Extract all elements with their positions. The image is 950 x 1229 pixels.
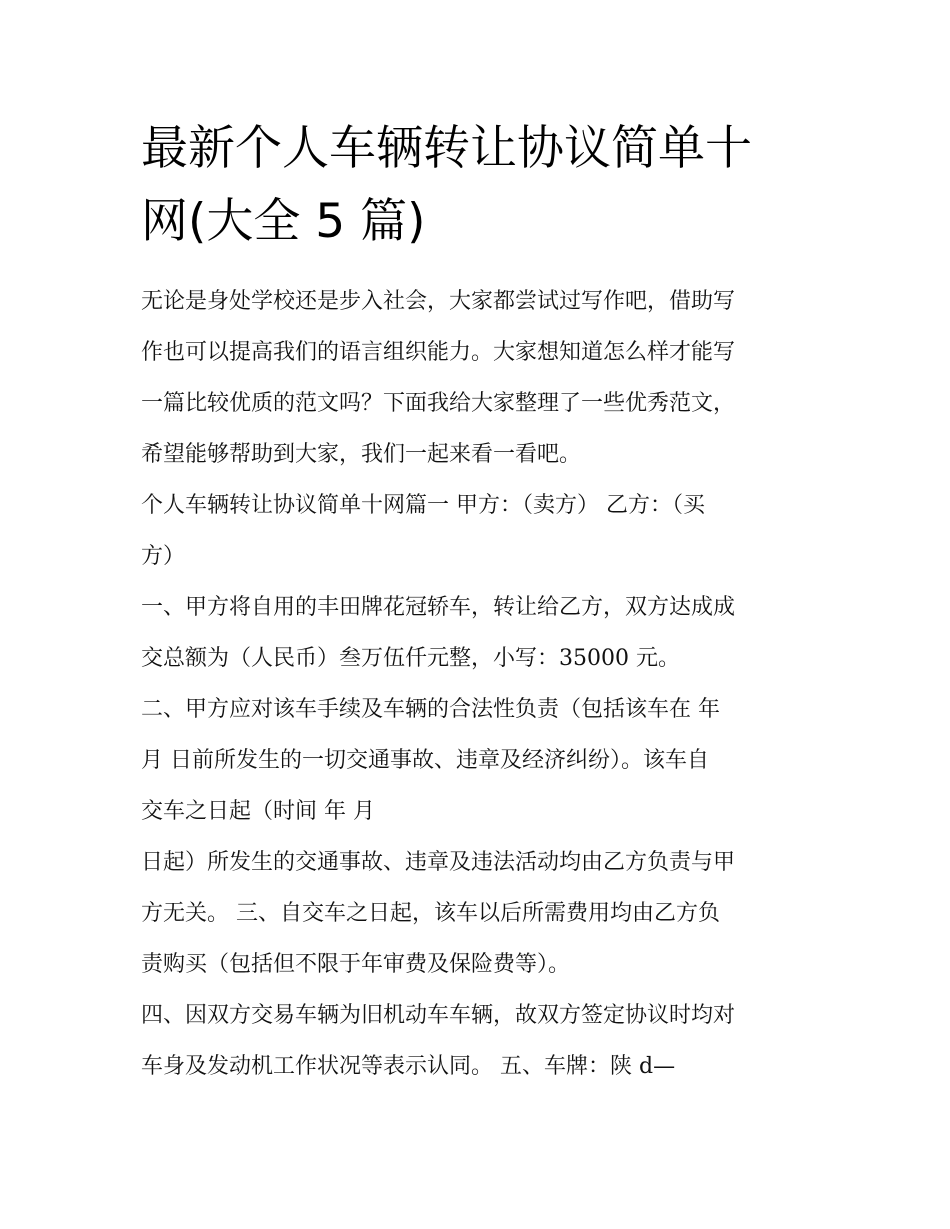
body-line: 个人车辆转让协议简单十网篇一 甲方：（卖方） 乙方：（买 (141, 493, 705, 518)
body-line: 日起）所发生的交通事故、违章及违法活动均由乙方负责与甲 (141, 850, 736, 875)
document-body (141, 276, 821, 1092)
body-line: 交总额为（人民币）叁万伍仟元整，小写：35000 元。 (141, 646, 680, 671)
body-line: 二、甲方应对该车手续及车辆的合法性负责（包括该车在 年 (141, 697, 720, 722)
body-line: 作也可以提高我们的语言组织能力。大家想知道怎么样才能写 (141, 340, 736, 365)
body-line: 一篇比较优质的范文吗？下面我给大家整理了一些优秀范文， (141, 391, 736, 416)
title-line-2: 网(大全 5 篇) (141, 194, 426, 249)
body-line: 一、甲方将自用的丰田牌花冠轿车，转让给乙方，双方达成成 (141, 595, 736, 620)
document-title (141, 112, 831, 258)
body-line: 责购买（包括但不限于年审费及保险费等）。 (141, 952, 571, 977)
body-line: 月 日前所发生的一切交通事故、违章及经济纠纷）。该车自 (141, 748, 709, 773)
body-line: 车身及发动机工作状况等表示认同。 五、车牌：陕 d— (141, 1054, 676, 1079)
body-line: 交车之日起（时间 年 月 (141, 799, 375, 824)
title-line-1: 最新个人车辆转让协议简单十 (141, 121, 752, 176)
body-line: 方无关。 三、自交车之日起，该车以后所需费用均由乙方负 (141, 901, 720, 926)
body-line: 四、因双方交易车辆为旧机动车车辆，故双方签定协议时均对 (141, 1003, 736, 1028)
body-line: 无论是身处学校还是步入社会，大家都尝试过写作吧，借助写 (141, 289, 736, 314)
body-line: 希望能够帮助到大家，我们一起来看一看吧。 (141, 442, 582, 467)
body-line: 方） (141, 544, 186, 569)
